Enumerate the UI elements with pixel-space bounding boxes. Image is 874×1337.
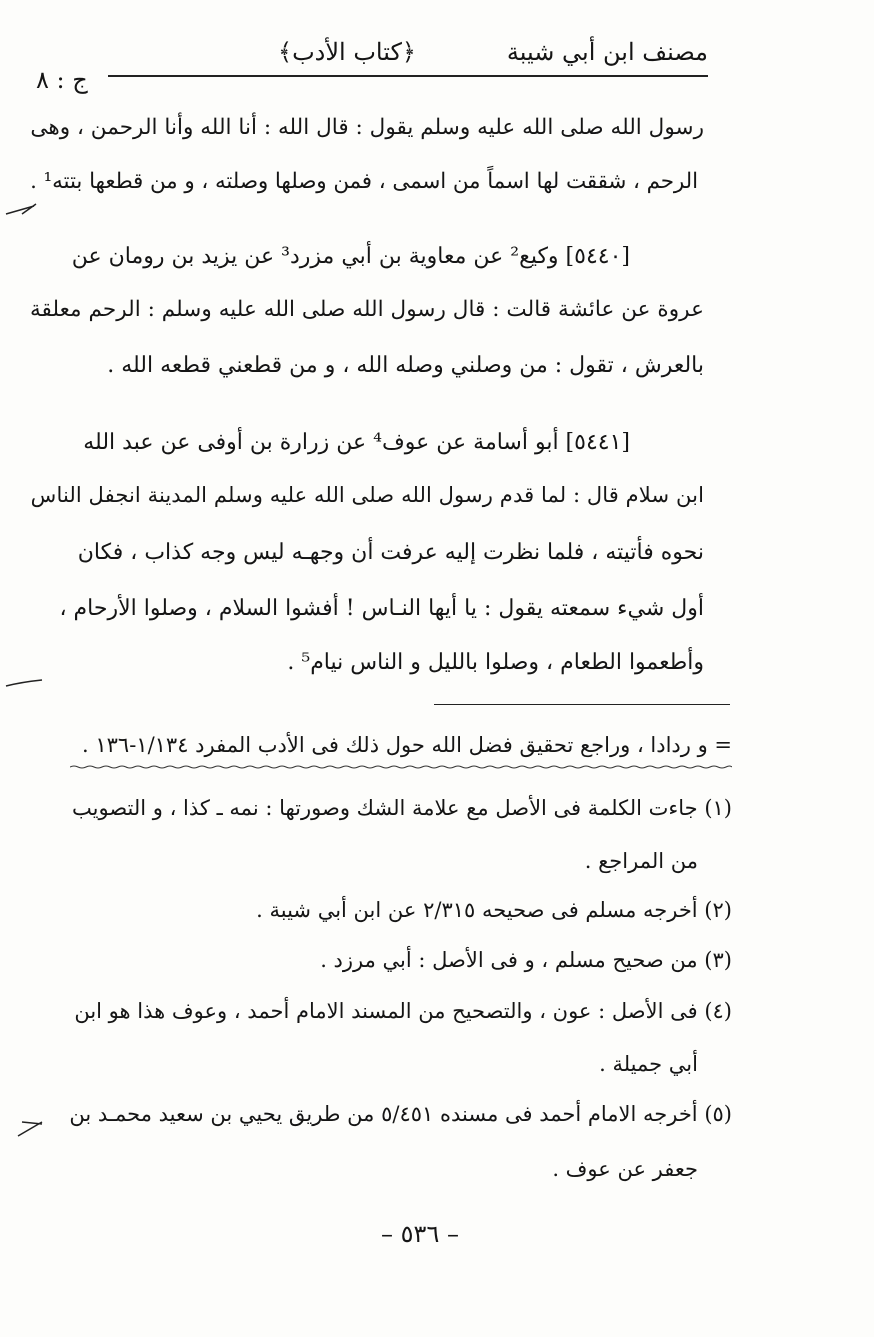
text-line: وأطعموا الطعام ، وصلوا بالليل و الناس نيام⁵ . (287, 650, 704, 675)
wavy-separator (70, 765, 732, 769)
footnote-1-cont: من المراجع . (584, 849, 698, 873)
footnote-4-cont: أبي جميلة . (599, 1052, 698, 1076)
book-title: مصنف ابن أبي شيبة (506, 38, 708, 66)
text-line: بالعرش ، تقول : من وصلني وصله الله ، و من قطعني قطعه الله . (107, 353, 704, 378)
hadith-5441-line: [٥٤٤١] أبو أسامة عن عوف⁴ عن زرارة بن أوفى عن عبد الله (83, 430, 630, 455)
text-line: أول شيء سمعته يقول : يا أيها النـاس ! أفشوا السلام ، وصلوا الأرحام ، (59, 596, 704, 621)
footnote-2: (٢) أخرجه مسلم فى صحيحه ٢/٣١٥ عن ابن أبي شيبة . (256, 898, 732, 922)
footnote-4: (٤) فى الأصل : عون ، والتصحيح من المسند الامام أحمد ، وعوف هذا هو ابن (74, 999, 732, 1023)
footnote-5: (٥) أخرجه الامام أحمد فى مسنده ٥/٤٥١ من طريق يحيي بن سعيد محمـد بن (69, 1102, 732, 1126)
volume-number: ج : ٨ (36, 66, 88, 94)
text-line: نحوه فأتيته ، فلما نظرت إليه عرفت أن وجهـه ليس وجه كذاب ، فكان (77, 540, 704, 565)
page-number: – ٥٣٦ – (381, 1220, 459, 1248)
footnote-3: (٣) من صحيح مسلم ، و فى الأصل : أبي مرزد . (320, 948, 732, 972)
footnote-rule (434, 704, 730, 705)
text-line: رسول الله صلى الله عليه وسلم يقول : قال الله : أنا الله وأنا الرحمن ، وهى (30, 115, 704, 140)
chapter-title: ﴿كتاب الأدب﴾ (278, 38, 416, 66)
footnote-5-cont: جعفر عن عوف . (552, 1157, 698, 1181)
footnote-continuation: = و ردادا ، وراجع تحقيق فضل الله حول ذلك فى الأدب المفرد ١/١٣٤-١٣٦ . (81, 733, 732, 757)
footnote-1: (١) جاءت الكلمة فى الأصل مع علامة الشك وصورتها : نمه ـ كذا ، و التصويب (72, 796, 732, 820)
margin-mark-icon (4, 200, 40, 220)
margin-mark-icon (4, 676, 44, 692)
header-rule (108, 75, 708, 77)
hadith-5440-line: [٥٤٤٠] وكيع² عن معاوية بن أبي مزرد³ عن يزيد بن رومان عن (71, 244, 630, 269)
text-line: ابن سلام قال : لما قدم رسول الله صلى الله عليه وسلم المدينة انجفل الناس (30, 483, 704, 508)
text-line: الرحم ، شققت لها اسماً من اسمى ، فمن وصلها وصلته ، و من قطعها بتته¹ . (30, 169, 698, 194)
text-line: عروة عن عائشة قالت : قال رسول الله صلى الله عليه وسلم : الرحم معلقة (29, 297, 704, 322)
margin-mark-icon (16, 1118, 48, 1142)
